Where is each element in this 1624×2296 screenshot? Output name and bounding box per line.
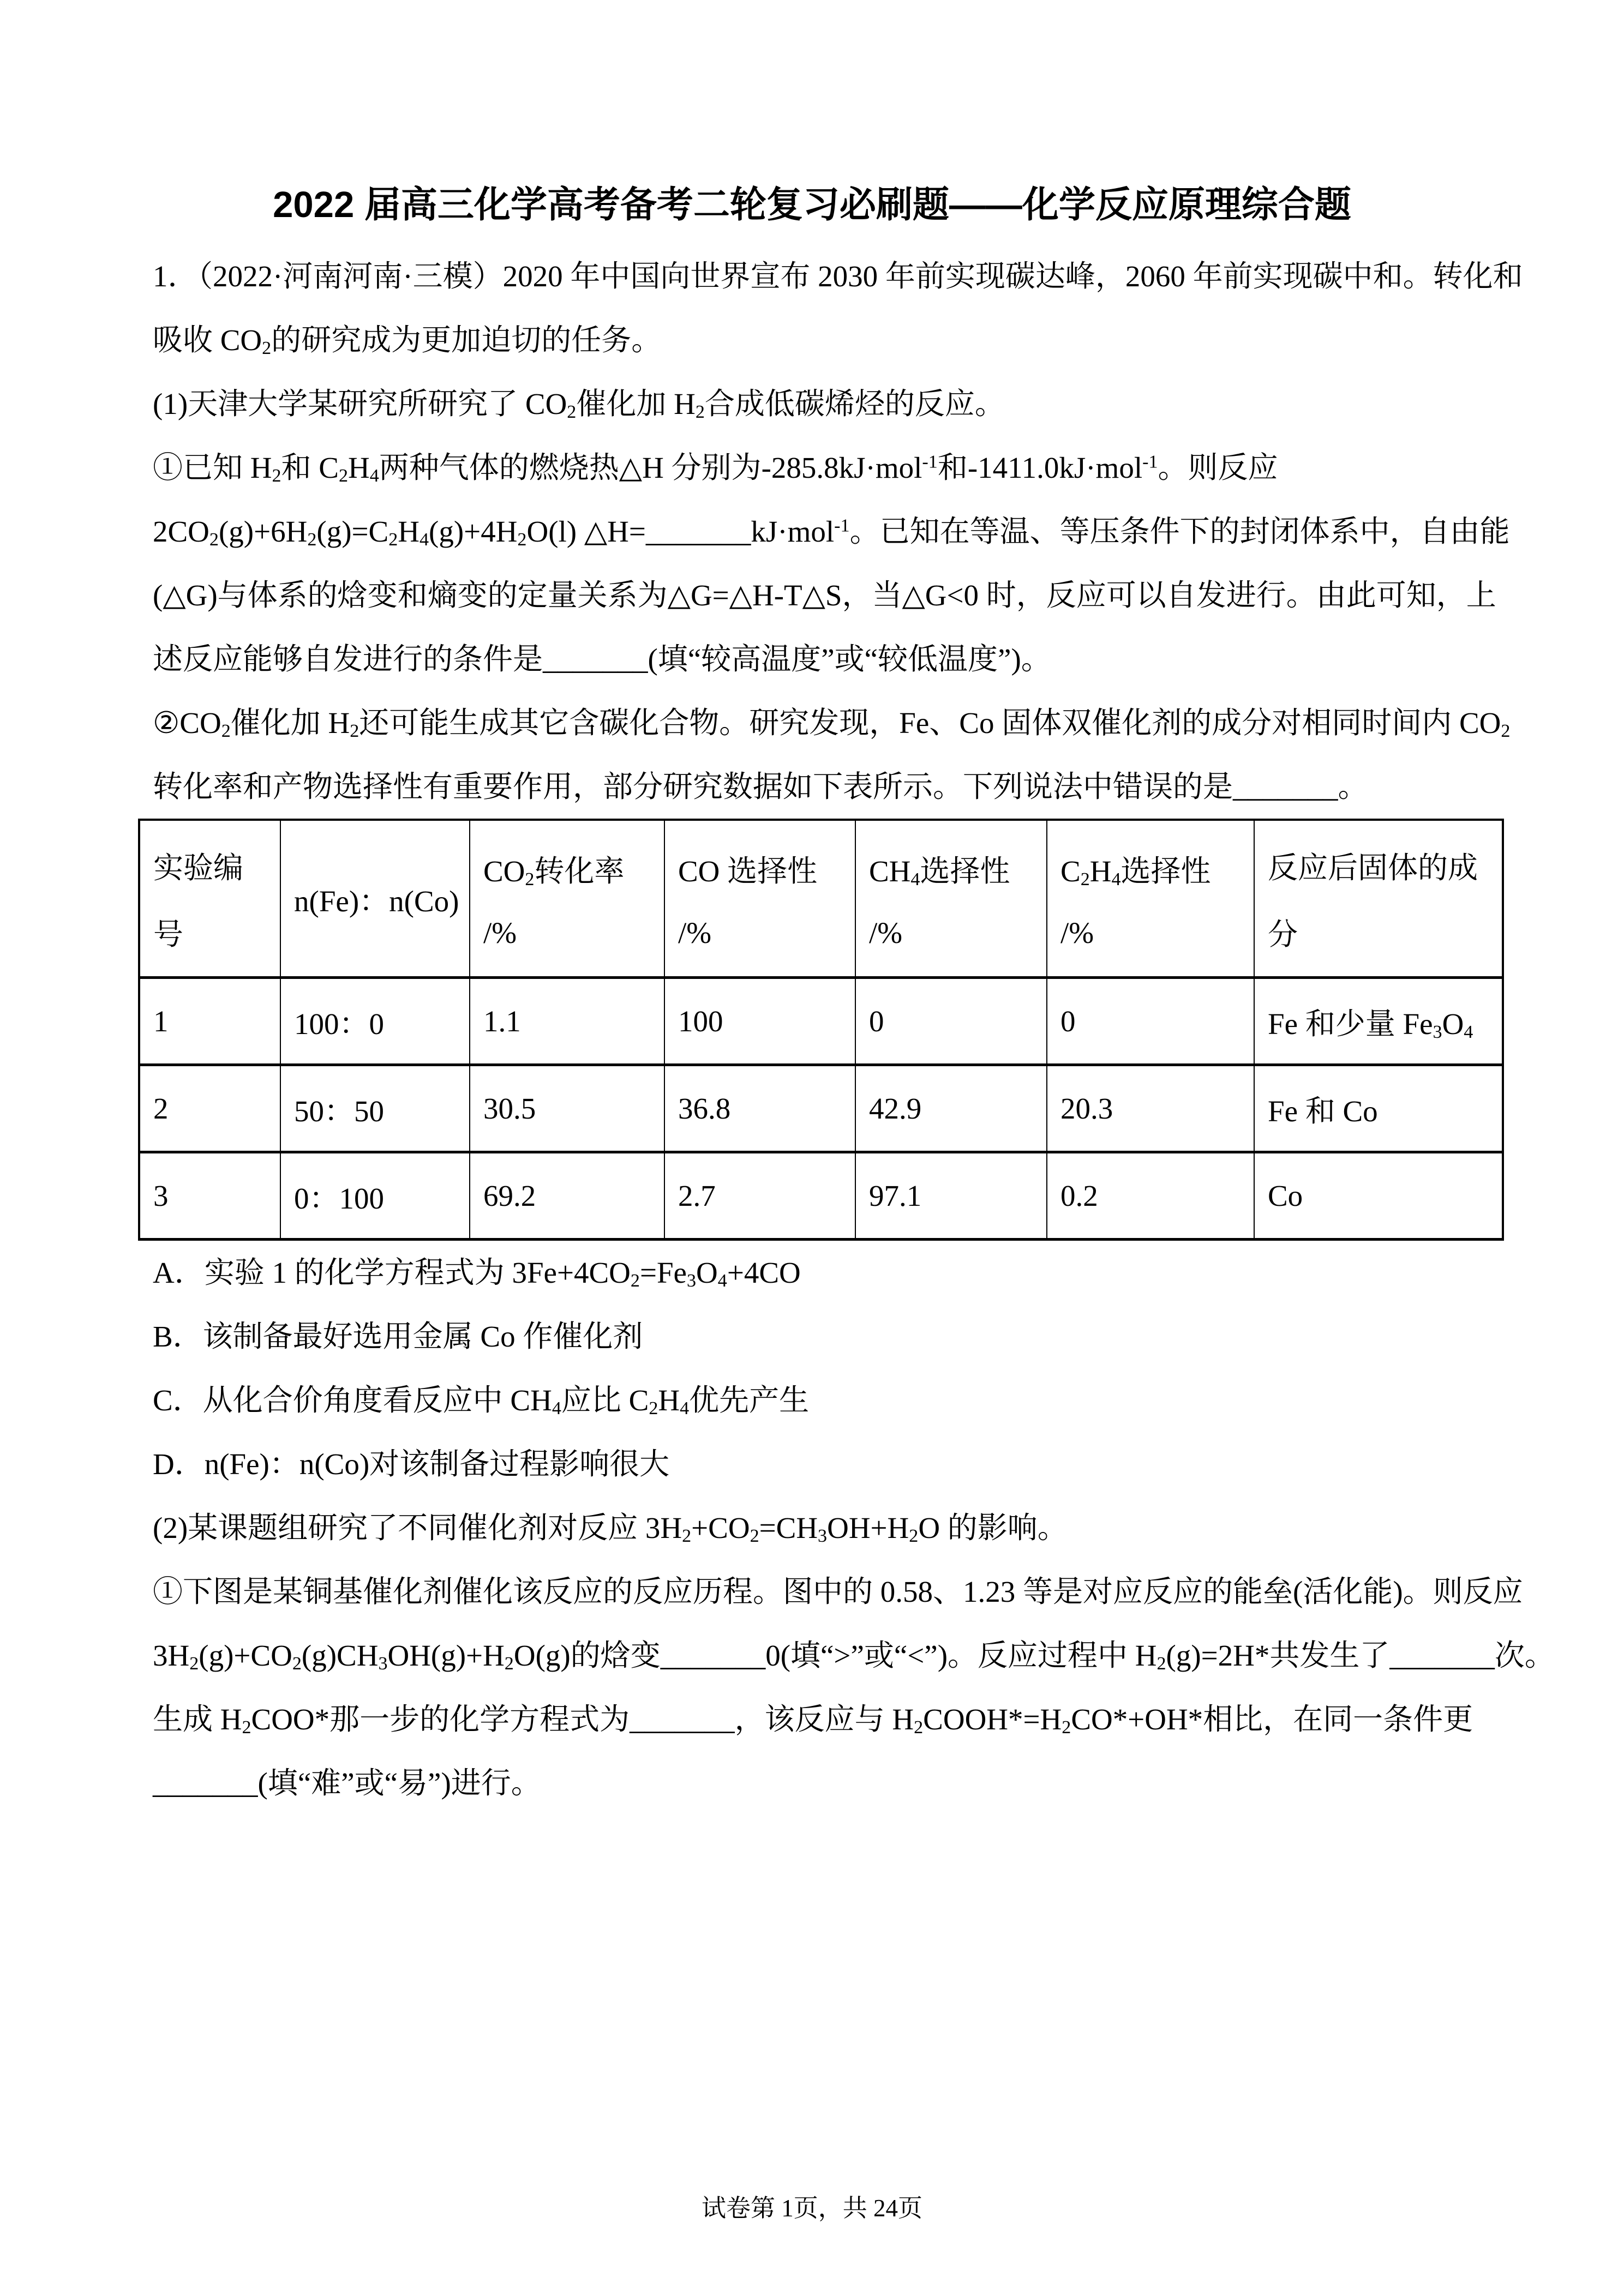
- text-line: (2)某课题组研究了不同催化剂对反应 $3H_2+CO_2=CH_3OH+H_2O$ 的影响。: [153, 1511, 1068, 1546]
- table-cell: 3: [139, 1152, 280, 1240]
- page-footer: 试卷第 1页，共 24页: [701, 2195, 922, 2222]
- table-cell: 0: [1047, 978, 1254, 1065]
- table-row: [139, 1065, 1503, 1152]
- table-cell: 2.7: [664, 1152, 855, 1240]
- table-header-cell: $C_2H_4$选择性 /%: [1047, 820, 1254, 978]
- table-cell: 1.1: [470, 978, 664, 1065]
- table-cell: 36.8: [664, 1065, 855, 1152]
- table-cell: 0.2: [1047, 1152, 1254, 1240]
- table-header-row: [139, 820, 1503, 978]
- text-line: 生成 $H_2COO*$那一步的化学方程式为_______，该反应与 $H_2COOH*=H_2CO*+OH*$相比，在同一条件更: [153, 1703, 1473, 1738]
- text-line: (1)天津大学某研究所研究了 $CO_2$催化加 $H_2$合成低碳烯烃的反应。: [153, 387, 1005, 422]
- text-line: _______(填“难”或“易”)进行。: [153, 1766, 541, 1800]
- table-row: [139, 978, 1503, 1065]
- text-line: 1．（2022·河南河南·三模）2020 年中国向世界宣布 2030 年前实现碳达峰，2060 年前实现碳中和。转化和: [153, 260, 1523, 293]
- option-a: A．实验 1 的化学方程式为 $3Fe+4CO_2=Fe_3O_4+4CO$: [153, 1256, 801, 1291]
- table-cell: 0：100: [280, 1152, 470, 1240]
- table-cell: 97.1: [855, 1152, 1047, 1240]
- table-header-cell: 反应后固体的成 分: [1254, 820, 1503, 978]
- table-cell: 50：50: [280, 1065, 470, 1152]
- text-line: $3H_2(g)+CO_2(g)CH_3OH(g)+H_2O(g)$的焓变_______0(填“>”或“<”)。反应过程中 $H_2(g)=2H*$共发生了_______次。: [153, 1639, 1555, 1674]
- data-table: [138, 819, 1504, 1241]
- table-cell: 2: [139, 1065, 280, 1152]
- table-cell: 42.9: [855, 1065, 1047, 1152]
- option-b: B．该制备最好选用金属 Co 作催化剂: [153, 1320, 643, 1353]
- table-cell: 100: [664, 978, 855, 1065]
- text-line: 吸收 $CO_2$的研究成为更加迫切的任务。: [153, 323, 662, 358]
- table-cell: 69.2: [470, 1152, 664, 1240]
- option-c: C．从化合价角度看反应中 $CH_4$应比 $C_2H_4$优先产生: [153, 1384, 810, 1419]
- text-line: 转化率和产物选择性有重要作用，部分研究数据如下表所示。下列说法中错误的是_______。: [153, 770, 1368, 803]
- option-d: D．n(Fe)：n(Co)对该制备过程影响很大: [153, 1447, 670, 1481]
- table-cell: 30.5: [470, 1065, 664, 1152]
- table-header-cell: CO 选择性 /%: [664, 820, 855, 978]
- table-header-cell: 实验编 号: [139, 820, 280, 978]
- table-cell: Co: [1254, 1152, 1503, 1240]
- table-header-cell: $CH_4$选择性 /%: [855, 820, 1047, 978]
- text-line: (△G)与体系的焓变和熵变的定量关系为△G=△H-T△S，当△G<0 时，反应可以自发进行。由此可知，上: [153, 579, 1496, 612]
- table-cell: 0: [855, 978, 1047, 1065]
- text-line: ①已知 $H_2$和 $C_2H_4$两种气体的燃烧热△H 分别为-285.8kJ·mol$^{-1}$和-1411.0kJ·mol$^{-1}$。则反应: [153, 451, 1278, 486]
- question-body: [153, 244, 1555, 1815]
- table-cell: 100：0: [280, 978, 470, 1065]
- table-cell: 20.3: [1047, 1065, 1254, 1152]
- table-header-cell: n(Fe)：n(Co): [280, 820, 470, 978]
- table-cell: 1: [139, 978, 280, 1065]
- table-cell: Fe 和 Co: [1254, 1065, 1503, 1152]
- table-header-cell: $CO_2$转化率 /%: [470, 820, 664, 978]
- page-title: 2022 届高三化学高考备考二轮复习必刷题——化学反应原理综合题: [273, 184, 1351, 225]
- text-line: ①下图是某铜基催化剂催化该反应的反应历程。图中的 0.58、1.23 等是对应反应的能垒(活化能)。则反应: [153, 1575, 1523, 1608]
- table-cell: Fe 和少量 $Fe_3O_4$: [1254, 978, 1503, 1065]
- table-row: [139, 1152, 1503, 1240]
- text-line: $2CO_2(g)+6H_2(g)=C_2H_4(g)+4H_2O(l)$ △H=_______kJ·mol$^{-1}$。已知在等温、等压条件下的封闭体系中，自由能: [153, 515, 1510, 550]
- text-line: $②CO_2$催化加 $H_2$还可能生成其它含碳化合物。研究发现，Fe、Co 固体双催化剂的成分对相同时间内 $CO_2$: [153, 706, 1511, 741]
- text-line: 述反应能够自发进行的条件是_______(填“较高温度”或“较低温度”)。: [153, 642, 1051, 676]
